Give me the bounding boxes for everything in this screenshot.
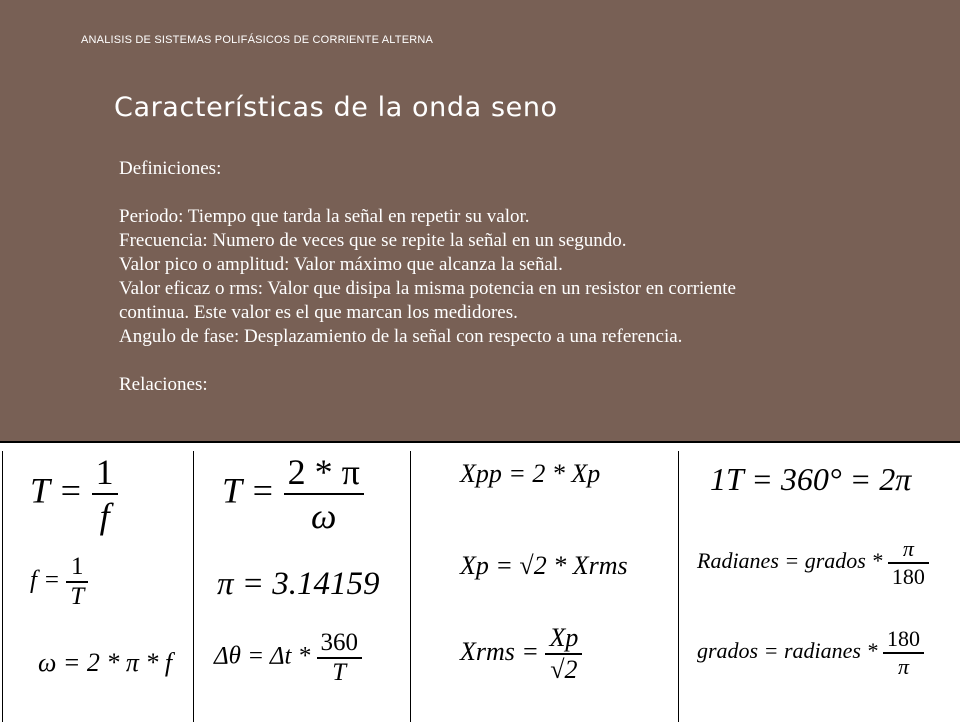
formula-pi: π = 3.14159 (217, 566, 380, 602)
definition-line: continua. Este valor es el que marcan los medidores. (119, 302, 518, 323)
definition-line: Periodo: Tiempo que tarda la señal en repetir su valor. (119, 206, 530, 227)
relations-heading: Relaciones: (119, 374, 208, 395)
formulas-table (0, 441, 960, 722)
table-divider (2, 451, 3, 722)
formula-period-omega: T = $\frac{2 * \pi}{\omega}$ (222, 451, 364, 537)
definitions-heading: Definiciones: (119, 158, 222, 179)
definition-line: Angulo de fase: Desplazamiento de la señal con respecto a una referencia. (119, 326, 683, 347)
formula-period-degrees: 1T = 360° = 2π (710, 461, 912, 497)
slide-title: Características de la onda seno (114, 92, 558, 123)
definition-line: Valor pico o amplitud: Valor máximo que alcanza la señal. (119, 254, 563, 275)
formula-rms: Xrms = $\frac{Xp}{√2}$ (460, 623, 582, 685)
formula-peak-rms: Xp = √2 * Xrms (460, 551, 628, 580)
course-subtitle: ANALISIS DE SISTEMAS POLIFÁSICOS DE CORRIENTE ALTERNA (81, 34, 434, 46)
formula-radians: Radianes = grados * $\frac{\pi}{180}$ (697, 536, 929, 590)
table-divider (193, 451, 194, 722)
definition-line: Frecuencia: Numero de veces que se repite la señal en un segundo. (119, 230, 627, 251)
formula-period: T = $\frac{1}{f}$ (30, 451, 118, 537)
table-divider (678, 451, 679, 722)
formula-degrees: grados = radianes * $\frac{180}{\pi}$ (697, 626, 924, 680)
formula-peak-to-peak: Xpp = 2 * Xp (460, 459, 601, 488)
formula-angular-frequency: ω = 2 * π * f (38, 648, 173, 677)
definition-line: Valor eficaz o rms: Valor que disipa la misma potencia en un resistor en corriente (119, 278, 736, 299)
table-divider (410, 451, 411, 722)
formula-frequency: f = $\frac{1}{T}$ (30, 553, 88, 611)
formula-phase-shift: Δθ = Δt * $\frac{360}{T}$ (214, 629, 362, 687)
definitions-text (119, 157, 939, 397)
